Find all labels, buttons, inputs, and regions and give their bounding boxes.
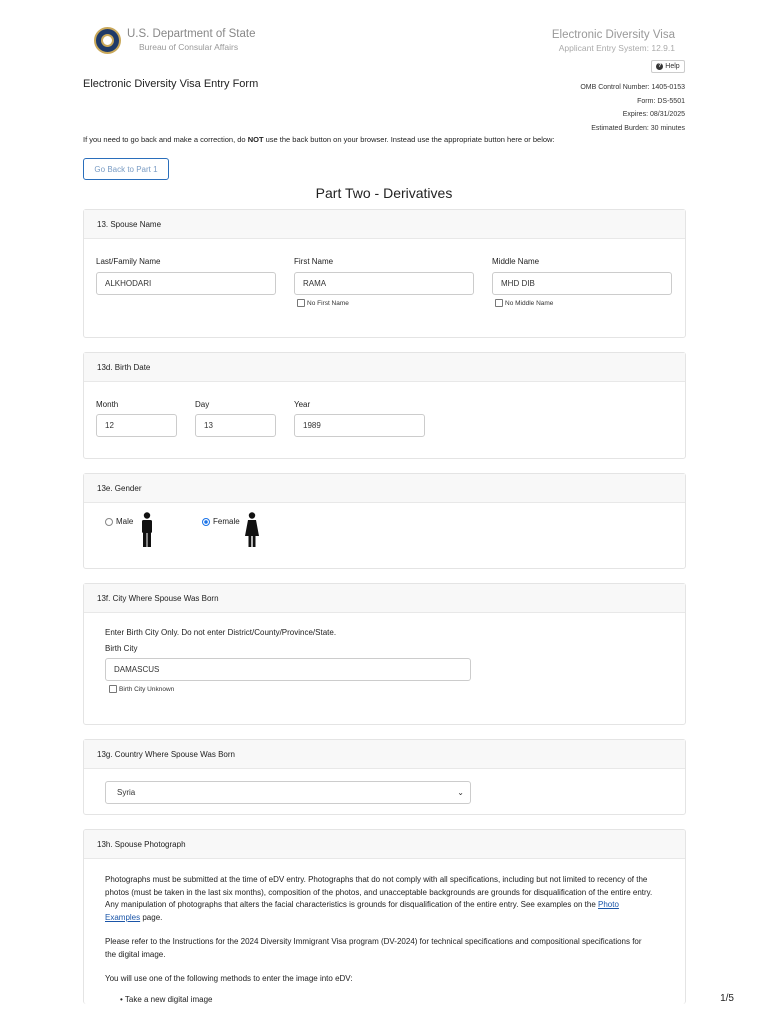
photo-examples-link[interactable]: Photo Examples	[105, 900, 619, 922]
part-title: Part Two - Derivatives	[315, 185, 453, 201]
birth-country-heading: 13g. Country Where Spouse Was Born	[84, 740, 685, 769]
female-option[interactable]	[202, 517, 240, 526]
photo-p1-text: Photographs must be submitted at the time of eDV entry. Photographs that do not comply with all specifications, including but not limited to recency of the photos (must be taken in the last six months), composition of the photos, and unacceptable backgrounds are grounds for disqualification of the entire entry. Any manipulation of photographs that alters the facial characteristics is grounds for disqualification of the entire entry. See examples on the	[105, 875, 653, 909]
male-radio[interactable]	[105, 518, 113, 526]
birth-city-label: Birth City	[105, 644, 138, 653]
female-radio[interactable]	[202, 518, 210, 526]
year-input[interactable]: 1989	[294, 414, 425, 437]
warning-text-pre: If you need to go back and make a correction, do	[83, 135, 248, 144]
department-name: U.S. Department of State	[127, 28, 256, 40]
last-name-label: Last/Family Name	[96, 257, 161, 266]
app-subtitle: Applicant Entry System: 12.9.1	[558, 43, 675, 53]
middle-name-label: Middle Name	[492, 257, 540, 266]
photo-p1-end: page.	[140, 912, 163, 922]
spouse-name-card	[83, 209, 686, 338]
spouse-name-heading: 13. Spouse Name	[84, 210, 685, 239]
month-label: Month	[96, 400, 119, 409]
chevron-down-icon: ⌄	[457, 788, 464, 797]
question-icon: ?	[658, 63, 662, 69]
male-label: Male	[116, 517, 134, 526]
photo-heading: 13h. Spouse Photograph	[84, 830, 685, 859]
photo-paragraph-3: You will use one of the following methods to enter the image into eDV:	[105, 974, 353, 983]
go-back-button[interactable]: Go Back to Part 1	[83, 158, 169, 180]
last-name-input[interactable]: ALKHODARI	[96, 272, 276, 295]
photo-paragraph-2: Please refer to the Instructions for the 2024 Diversity Immigrant Visa program (DV-2024) for technical specifications and compositional specifications for the digital image.	[105, 937, 642, 959]
photo-bullet-1-text: Take a new digital image	[124, 995, 213, 1004]
no-first-name-checkbox[interactable]	[297, 299, 349, 307]
photo-card	[83, 829, 686, 1004]
app-title: Electronic Diversity Visa	[551, 29, 675, 41]
bureau-name: Bureau of Consular Affairs	[139, 42, 239, 52]
birth-country-value: Syria	[117, 788, 136, 797]
warning-text-post: use the back button on your browser. Instead use the appropriate button here or below:	[263, 135, 555, 144]
warning-text-bold: NOT	[247, 135, 264, 144]
birth-city-unknown-label: Birth City Unknown	[119, 685, 175, 693]
no-first-name-label: No First Name	[307, 299, 349, 307]
no-middle-name-checkbox[interactable]	[495, 299, 553, 307]
page-number: 1/5	[720, 993, 734, 1004]
department-seal-icon	[94, 27, 121, 54]
female-label: Female	[213, 517, 240, 526]
omb-burden: Estimated Burden: 30 minutes	[591, 124, 685, 132]
male-option[interactable]	[105, 517, 133, 526]
omb-form: Form: DS-5501	[637, 97, 685, 105]
no-middle-name-label: No Middle Name	[505, 299, 554, 307]
birth-city-input[interactable]: DAMASCUS	[105, 658, 471, 681]
day-input[interactable]: 13	[195, 414, 276, 437]
birth-country-card	[83, 739, 686, 815]
month-input[interactable]: 12	[96, 414, 177, 437]
gender-card	[83, 473, 686, 569]
back-warning	[83, 135, 555, 144]
birth-city-card	[83, 583, 686, 725]
birth-country-select[interactable]	[105, 781, 471, 804]
omb-info	[580, 81, 685, 135]
birth-date-card	[83, 352, 686, 459]
help-label: Help	[665, 63, 680, 70]
form-title: Electronic Diversity Visa Entry Form	[83, 78, 259, 90]
birth-city-heading: 13f. City Where Spouse Was Born	[84, 584, 685, 613]
first-name-input[interactable]: RAMA	[294, 272, 474, 295]
help-button[interactable]	[651, 60, 685, 73]
photo-bullet-1: • Take a new digital image	[120, 995, 213, 1004]
birth-city-unknown-checkbox[interactable]	[109, 685, 174, 693]
photo-paragraph-1	[105, 874, 653, 924]
year-label: Year	[294, 400, 311, 409]
day-label: Day	[195, 400, 210, 409]
birth-date-heading: 13d. Birth Date	[84, 353, 685, 382]
male-icon	[140, 512, 154, 548]
birth-city-instruction: Enter Birth City Only. Do not enter District/County/Province/State.	[105, 628, 337, 637]
first-name-label: First Name	[294, 257, 334, 266]
omb-control-number: OMB Control Number: 1405-0153	[580, 84, 685, 91]
middle-name-input[interactable]: MHD DIB	[492, 272, 672, 295]
female-icon	[244, 512, 260, 548]
gender-heading: 13e. Gender	[84, 474, 685, 503]
omb-expires: Expires: 08/31/2025	[622, 111, 685, 118]
